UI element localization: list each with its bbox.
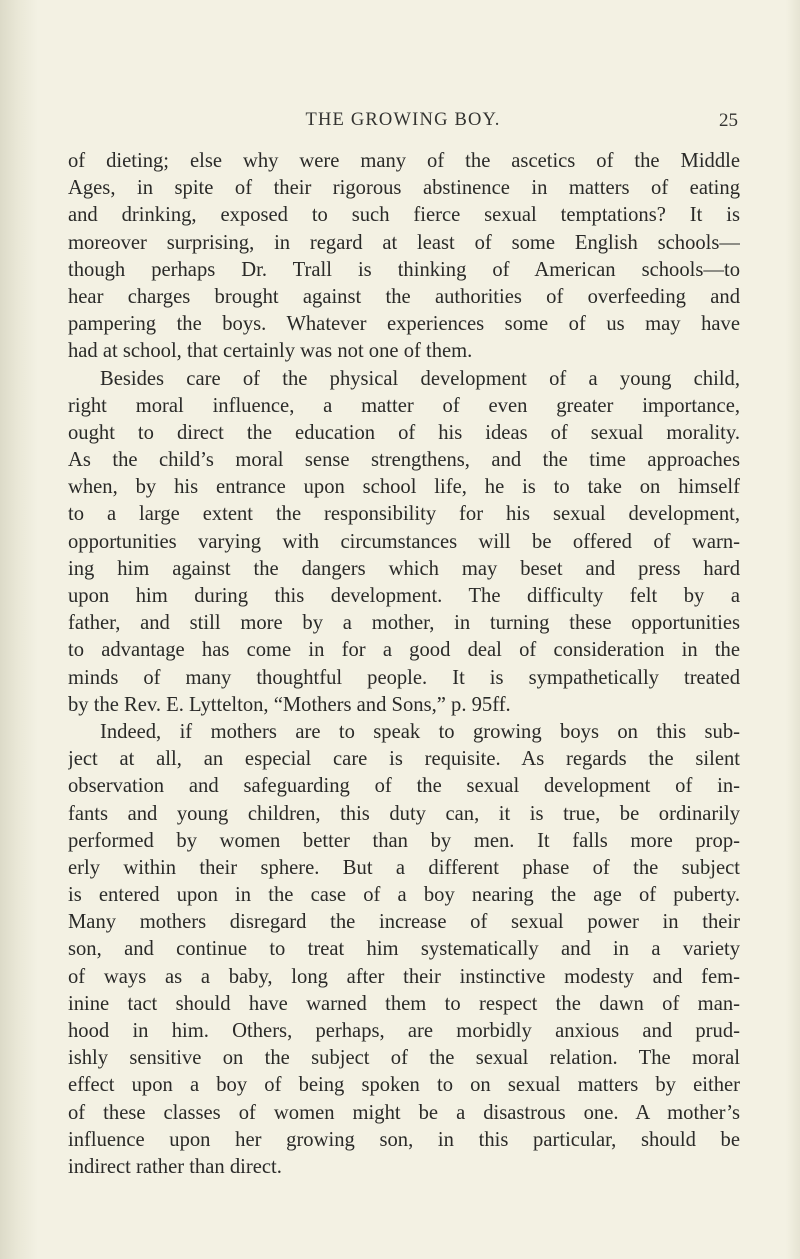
text-line: when, by his entrance upon school life, he is to take on himself	[68, 476, 740, 499]
text-line: minds of many thoughtful people. It is sympathetically treated	[68, 666, 740, 689]
text-line: Ages, in spite of their rigorous abstinence in matters of eating	[68, 177, 740, 200]
text-line: ought to direct the education of his ideas of sexual morality.	[68, 421, 740, 444]
text-line: erly within their sphere. But a different phase of the subject	[68, 856, 740, 879]
text-line: Indeed, if mothers are to speak to growing boys on this sub-	[100, 720, 740, 743]
text-line: Besides care of the physical development of a young child,	[100, 367, 740, 390]
running-header	[68, 110, 738, 140]
text-line: had at school, that certainly was not one of them.	[68, 340, 473, 363]
text-line: performed by women better than by men. It falls more prop-	[68, 829, 740, 852]
text-line: inine tact should have warned them to respect the dawn of man-	[68, 992, 740, 1015]
text-line: As the child’s moral sense strengthens, and the time approaches	[68, 449, 740, 472]
text-line: moreover surprising, in regard at least of some English schools—	[68, 231, 740, 254]
text-line: Many mothers disregard the increase of sexual power in their	[68, 911, 740, 934]
page-number: 25	[719, 110, 738, 131]
body-text	[68, 148, 740, 1181]
text-line: opportunities varying with circumstances will be offered of warn-	[68, 530, 740, 553]
text-line: hood in him. Others, perhaps, are morbidly anxious and prud-	[68, 1020, 740, 1042]
text-line: of these classes of women might be a disastrous one. A mother’s	[68, 1101, 740, 1124]
text-line: hear charges brought against the authorities of overfeeding and	[68, 285, 740, 308]
text-line: pampering the boys. Whatever experiences some of us may have	[68, 313, 740, 336]
text-line: though perhaps Dr. Trall is thinking of American schools—to	[68, 258, 740, 281]
text-line: of dieting; else why were many of the ascetics of the Middle	[68, 150, 740, 172]
text-line: father, and still more by a mother, in turning these opportunities	[68, 612, 740, 635]
text-line: son, and continue to treat him systematically and in a variety	[68, 938, 740, 961]
text-line: to a large extent the responsibility for his sexual development,	[68, 503, 740, 526]
text-line: ing him against the dangers which may beset and press hard	[68, 557, 740, 580]
text-line: right moral influence, a matter of even greater importance,	[68, 394, 740, 417]
text-line: ishly sensitive on the subject of the sexual relation. The moral	[68, 1047, 740, 1070]
page-gutter-shadow	[0, 0, 38, 1259]
text-line: observation and safeguarding of the sexual development of in-	[68, 775, 740, 798]
text-line: fants and young children, this duty can, it is true, be ordinarily	[68, 802, 740, 825]
running-title: THE GROWING BOY.	[305, 110, 501, 130]
page-edge-shadow	[786, 0, 800, 1259]
text-line: by the Rev. E. Lyttelton, “Mothers and Sons,” p. 95ff.	[68, 693, 511, 716]
text-line: ject at all, an especial care is requisite. As regards the silent	[68, 748, 740, 771]
text-line: is entered upon in the case of a boy nearing the age of puberty.	[68, 884, 740, 907]
text-line: indirect rather than direct.	[68, 1155, 282, 1178]
text-line: of ways as a baby, long after their instinctive modesty and fem-	[68, 965, 740, 988]
text-line: to advantage has come in for a good deal of consideration in the	[68, 639, 740, 662]
text-line: and drinking, exposed to such fierce sexual temptations? It is	[68, 204, 740, 227]
text-line: influence upon her growing son, in this particular, should be	[68, 1128, 740, 1151]
text-line: effect upon a boy of being spoken to on sexual matters by either	[68, 1074, 740, 1097]
text-line: upon him during this development. The difficulty felt by a	[68, 585, 740, 607]
